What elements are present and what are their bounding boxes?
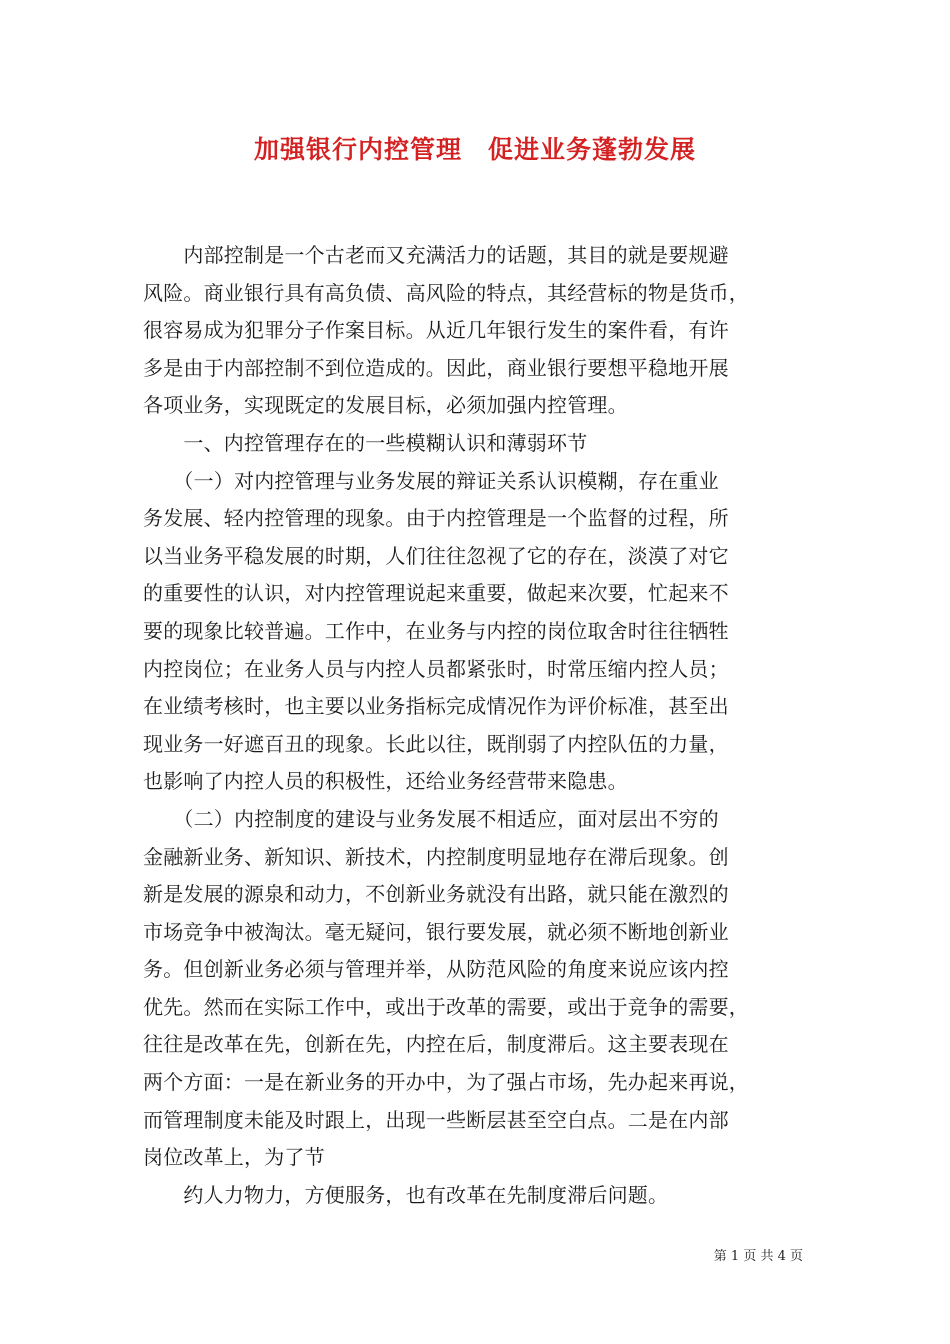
document-title: 加强银行内控管理 促进业务蓬勃发展	[253, 135, 696, 164]
body-line: 岗位改革上，为了节	[143, 1145, 325, 1170]
document-body	[143, 237, 813, 1214]
page-number: 第 1 页 共 4 页	[713, 1249, 803, 1264]
body-line: 的重要性的认识，对内控管理说起来重要，做起来次要，忙起来不	[143, 581, 729, 606]
body-line: 务。但创新业务必须与管理并举，从防范风险的角度来说应该内控	[143, 957, 729, 982]
section-heading: 一、内控管理存在的一些模糊认识和薄弱环节	[143, 430, 588, 455]
body-line: 而管理制度未能及时跟上，出现一些断层甚至空白点。二是在内部	[143, 1107, 729, 1132]
body-line: 约人力物力，方便服务，也有改革在先制度滞后问题。	[143, 1182, 669, 1207]
body-line: 现业务一好遮百丑的现象。长此以往，既削弱了内控队伍的力量，	[143, 731, 729, 756]
body-line: 以当业务平稳发展的时期，人们往往忽视了它的存在，淡漠了对它	[143, 543, 729, 568]
body-line: 优先。然而在实际工作中，或出于改革的需要，或出于竞争的需要，	[143, 994, 749, 1019]
body-line: 务发展、轻内控管理的现象。由于内控管理是一个监督的过程，所	[143, 506, 729, 531]
body-line: （二）内控制度的建设与业务发展不相适应，面对层出不穷的	[143, 806, 719, 831]
body-line: 多是由于内部控制不到位造成的。因此，商业银行要想平稳地开展	[143, 355, 729, 380]
body-line: 也影响了内控人员的积极性，还给业务经营带来隐患。	[143, 769, 628, 794]
body-line: 内部控制是一个古老而又充满活力的话题，其目的就是要规避	[143, 243, 729, 267]
body-line: 在业绩考核时，也主要以业务指标完成情况作为评价标准，甚至出	[143, 694, 729, 719]
body-line: 各项业务，实现既定的发展目标，必须加强内控管理。	[143, 393, 628, 418]
body-line: 两个方面：一是在新业务的开办中，为了强占市场，先办起来再说，	[143, 1070, 749, 1095]
body-line: 新是发展的源泉和动力，不创新业务就没有出路，就只能在激烈的	[143, 882, 729, 907]
body-line: 金融新业务、新知识、新技术，内控制度明显地存在滞后现象。创	[143, 844, 729, 869]
body-line: 市场竞争中被淘汰。毫无疑问，银行要发展，就必须不断地创新业	[143, 919, 729, 944]
body-line: 风险。商业银行具有高负债、高风险的特点，其经营标的物是货币，	[143, 280, 749, 305]
body-line: 内控岗位；在业务人员与内控人员都紧张时，时常压缩内控人员；	[143, 656, 729, 681]
body-line: （一）对内控管理与业务发展的辩证关系认识模糊，存在重业	[143, 468, 719, 493]
body-line: 很容易成为犯罪分子作案目标。从近几年银行发生的案件看，有许	[143, 318, 729, 343]
body-line: 要的现象比较普遍。工作中，在业务与内控的岗位取舍时往往牺牲	[143, 618, 729, 643]
body-line: 往往是改革在先，创新在先，内控在后，制度滞后。这主要表现在	[143, 1032, 729, 1057]
